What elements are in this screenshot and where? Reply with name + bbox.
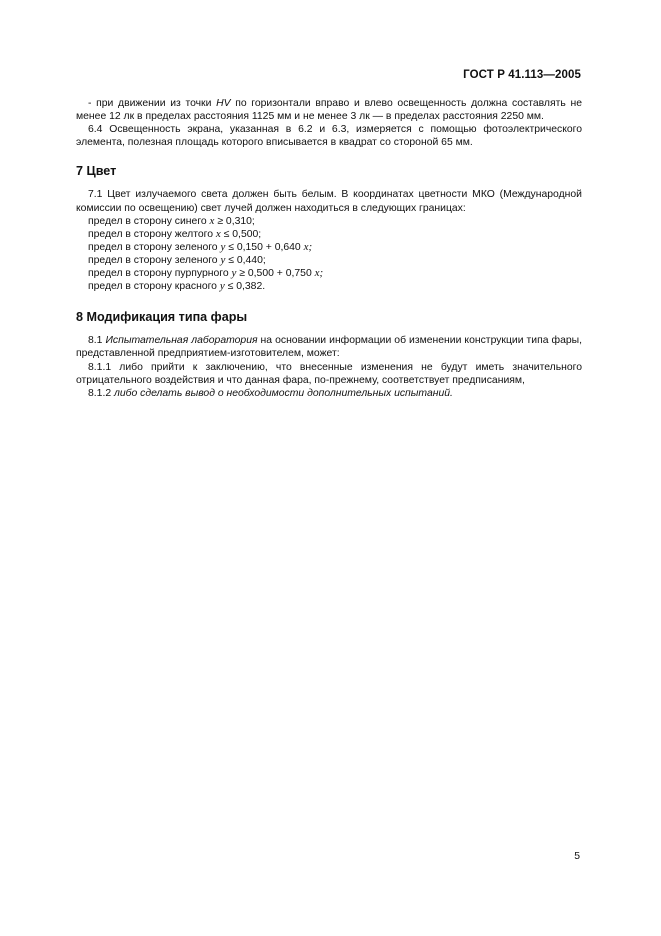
limit-variable: x <box>209 214 215 227</box>
paragraph-6-3-text-b: по горизонтали вправо и влево освещенность должна составлять не менее 12 лк в пределах расстояния 1125 мм и не менее 3 лк — в пределах расстояния 2250 мм. <box>76 98 582 123</box>
limit-label: предел в сторону синего <box>88 215 210 227</box>
limit-variable-2: x; <box>314 267 324 280</box>
limit-variable: x <box>215 227 221 240</box>
limit-item <box>76 267 582 280</box>
limit-item <box>76 241 582 254</box>
limit-label: предел в сторону красного <box>88 281 220 293</box>
paragraph-8-1-text: на основании информации об изменении конструкции типа фары, представленной предприятием-изготовителем, может: <box>76 335 583 360</box>
limit-item <box>76 254 582 267</box>
paragraph-8-1-1: 8.1.1 либо прийти к заключению, что внесенные изменения не будут иметь значительного отрицательного воздействия и что данная фара, по-прежнему, соответствует предписаниям, <box>76 361 582 386</box>
limit-item <box>76 280 582 293</box>
paragraph-7-1: 7.1 Цвет излучаемого света должен быть белым. В координатах цветности МКО (Международной комиссии по освещению) свет лучей должен находиться в следующих границах: <box>76 189 582 214</box>
paragraph-8-1 <box>76 334 582 360</box>
limit-variable: y <box>219 280 225 293</box>
limit-item <box>76 228 582 241</box>
limit-expression: ≤ 0,382. <box>224 281 266 293</box>
limit-expression: ≥ 0,310; <box>214 215 255 227</box>
document-body <box>76 97 582 400</box>
limit-label: предел в сторону зеленого <box>88 241 221 253</box>
limit-expression: ≤ 0,500; <box>220 228 262 240</box>
limit-expression: ≤ 0,440; <box>225 254 266 266</box>
page-number: 5 <box>574 851 580 862</box>
section-8-heading: 8 Модификация типа фары <box>76 310 248 325</box>
point-hv-label: HV <box>216 98 231 109</box>
paragraph-8-1-2-number: 8.1.2 <box>88 387 114 399</box>
paragraph-6-3-text-a: - при движении из точки <box>88 98 217 109</box>
paragraph-6-3-continued <box>76 97 582 123</box>
paragraph-6-4: 6.4 Освещенность экрана, указанная в 6.2 и 6.3, измеряется с помощью фотоэлектрического элемента, полезная площадь которого вписывается в квадрат со стороной 65 мм. <box>76 124 582 149</box>
document-header: ГОСТ Р 41.113—2005 <box>463 69 581 81</box>
paragraph-8-1-2 <box>76 387 582 400</box>
limit-variable-2: x; <box>303 240 313 253</box>
limit-item <box>76 215 582 228</box>
color-limits-list <box>76 215 582 294</box>
limit-expression: ≤ 0,150 + 0,640 <box>225 241 304 253</box>
limit-expression: ≥ 0,500 + 0,750 <box>236 268 315 280</box>
limit-label: предел в сторону зеленого <box>88 254 221 266</box>
section-7-heading: 7 Цвет <box>76 164 117 179</box>
paragraph-8-1-italic: Испытательная лаборатория <box>105 335 258 347</box>
paragraph-8-1-2-italic: либо сделать вывод о необходимости дополнительных испытаний. <box>114 387 453 399</box>
limit-label: предел в сторону желтого <box>88 228 216 240</box>
limit-label: предел в сторону пурпурного <box>88 268 232 280</box>
paragraph-8-1-number: 8.1 <box>88 335 106 347</box>
limit-variable: y <box>220 253 226 266</box>
limit-variable: y <box>220 240 226 253</box>
limit-variable: y <box>231 267 237 280</box>
